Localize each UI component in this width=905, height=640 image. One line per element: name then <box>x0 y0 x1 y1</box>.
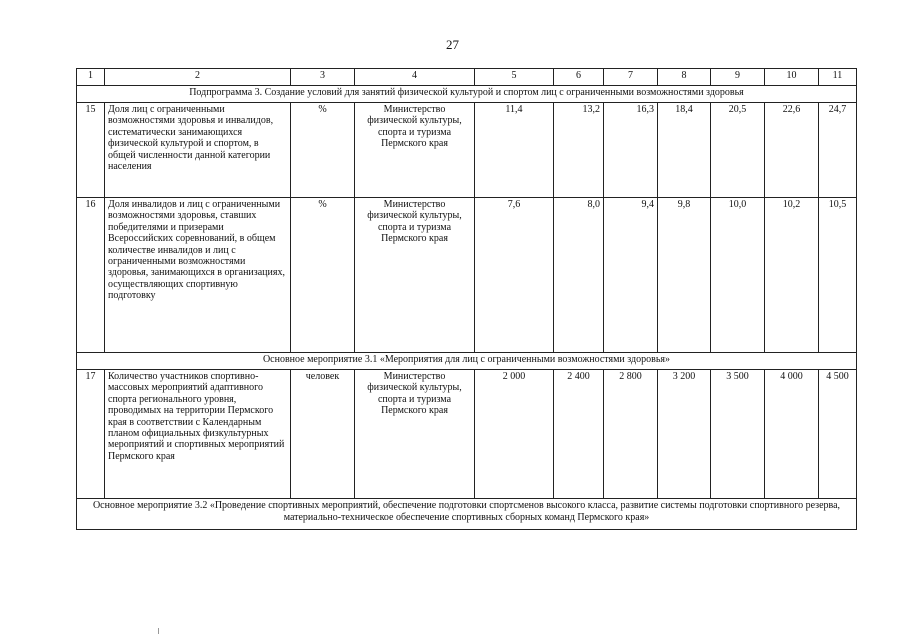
value-cell: 10,0 <box>711 198 765 353</box>
column-header: 10 <box>765 69 819 86</box>
table-row <box>77 103 857 198</box>
column-header: 1 <box>77 69 105 86</box>
column-header: 7 <box>604 69 658 86</box>
value-cell: 20,5 <box>711 103 765 198</box>
value-cell: 24,7 <box>819 103 857 198</box>
value-cell: 4 500 <box>819 370 857 499</box>
value-cell: 22,6 <box>765 103 819 198</box>
column-header: 4 <box>355 69 475 86</box>
indicator-name: Доля инвалидов и лиц с ограниченными возможностями здоровья, ставших победителями и призерами Всероссийских соревнований, в общем количестве инвалидов и лиц с ограниченными возможностями здоровья, занимающихся в организациях, осуществляющих спортивную подготовку <box>105 198 291 353</box>
value-cell: 4 000 <box>765 370 819 499</box>
column-header: 5 <box>475 69 554 86</box>
scan-artifact <box>158 628 159 634</box>
value-cell: 8,0 <box>554 198 604 353</box>
unit-cell: % <box>291 198 355 353</box>
measure-row <box>77 499 857 530</box>
value-cell: 18,4 <box>658 103 711 198</box>
column-header: 8 <box>658 69 711 86</box>
page-number: 27 <box>446 37 459 52</box>
value-cell: 2 000 <box>475 370 554 499</box>
value-cell: 2 400 <box>554 370 604 499</box>
value-cell: 3 500 <box>711 370 765 499</box>
subprogram-row <box>77 86 857 103</box>
row-number: 16 <box>77 198 105 353</box>
value-cell: 10,5 <box>819 198 857 353</box>
value-cell: 13,2 <box>554 103 604 198</box>
column-header: 3 <box>291 69 355 86</box>
executor-cell: Министерство физической культуры, спорта и туризма Пермского края <box>355 103 475 198</box>
executor-cell: Министерство физической культуры, спорта и туризма Пермского края <box>355 198 475 353</box>
row-number: 15 <box>77 103 105 198</box>
value-cell: 10,2 <box>765 198 819 353</box>
header-row <box>77 69 857 86</box>
column-header: 9 <box>711 69 765 86</box>
indicators-table <box>76 68 857 530</box>
unit-cell: % <box>291 103 355 198</box>
column-header: 6 <box>554 69 604 86</box>
table-row <box>77 370 857 499</box>
row-number: 17 <box>77 370 105 499</box>
indicator-name: Количество участников спортивно-массовых мероприятий адаптивного спорта регионального уровня, проводимых на территории Пермского края в соответствии с Календарным планом официальных физкультурных мероприятий и спортивных мероприятий Пермского края <box>105 370 291 499</box>
unit-cell: человек <box>291 370 355 499</box>
column-header: 2 <box>105 69 291 86</box>
table-row <box>77 198 857 353</box>
subprogram-title: Подпрограмма 3. Создание условий для занятий физической культурой и спортом лиц с ограниченными возможностями здоровья <box>77 86 857 103</box>
value-cell: 2 800 <box>604 370 658 499</box>
value-cell: 9,8 <box>658 198 711 353</box>
measure-title: Основное мероприятие 3.2 «Проведение спортивных мероприятий, обеспечение подготовки спортсменов высокого класса, развитие системы подготовки спортивного резерва, материально-техническое обеспечение спортивных сборных команд Пермского края» <box>77 499 857 530</box>
column-header: 11 <box>819 69 857 86</box>
value-cell: 16,3 <box>604 103 658 198</box>
executor-cell: Министерство физической культуры, спорта и туризма Пермского края <box>355 370 475 499</box>
measure-title: Основное мероприятие 3.1 «Мероприятия для лиц с ограниченными возможностями здоровья» <box>77 353 857 370</box>
value-cell: 9,4 <box>604 198 658 353</box>
value-cell: 11,4 <box>475 103 554 198</box>
measure-row <box>77 353 857 370</box>
indicator-name: Доля лиц с ограниченными возможностями здоровья и инвалидов, систематически занимающихся физической культурой и спортом, в общей численности данной категории населения <box>105 103 291 198</box>
value-cell: 3 200 <box>658 370 711 499</box>
value-cell: 7,6 <box>475 198 554 353</box>
